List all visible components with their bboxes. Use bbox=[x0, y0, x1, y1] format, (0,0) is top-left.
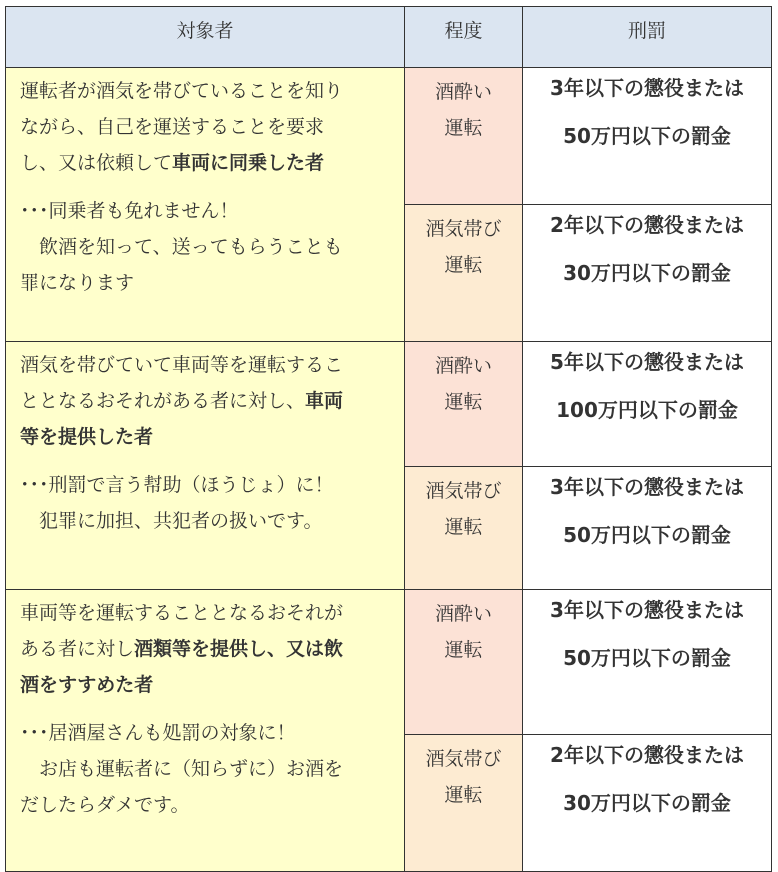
target-description: 運転者が酒気を帯びていることを知り ながら、自己を運送することを要求 し、又は依頼して車両に同乗した者 bbox=[20, 80, 344, 174]
table-row bbox=[6, 68, 772, 205]
target-note: ･･･居酒屋さんも処罰の対象に！ お店も運転者に（知らずに）お酒を だしたらダメです。 bbox=[20, 722, 344, 816]
emphasis-text: 車両に同乗した者 bbox=[172, 152, 325, 174]
emphasis-text: 酒類等を提供し、又は飲 bbox=[134, 638, 344, 660]
target-cell bbox=[6, 590, 405, 872]
penalty-cell: 3年以下の懲役または 50万円以下の罰金 bbox=[523, 590, 772, 735]
target-note: ･･･刑罰で言う幇助（ほうじょ）に！ 犯罪に加担、共犯者の扱いです。 bbox=[20, 474, 334, 532]
penalty-cell: 2年以下の懲役または 30万円以下の罰金 bbox=[523, 205, 772, 342]
penalty-cell: 2年以下の懲役または 30万円以下の罰金 bbox=[523, 735, 772, 872]
target-cell bbox=[6, 342, 405, 590]
target-description: 酒気を帯びていて車両等を運転するこ ととなるおそれがある者に対し、車両 等を提供した者 bbox=[20, 354, 344, 448]
target-description: 車両等を運転することとなるおそれが ある者に対し酒類等を提供し、又は飲 酒をすすめた者 bbox=[20, 602, 344, 696]
emphasis-text: 車両 bbox=[305, 390, 344, 412]
header-row bbox=[6, 7, 772, 68]
penalty-cell: 5年以下の懲役または 100万円以下の罰金 bbox=[523, 342, 772, 467]
degree-cell: 酒酔い 運転 bbox=[405, 342, 523, 467]
penalty-cell: 3年以下の懲役または 50万円以下の罰金 bbox=[523, 68, 772, 205]
degree-cell: 酒酔い 運転 bbox=[405, 590, 523, 735]
degree-cell: 酒気帯び 運転 bbox=[405, 205, 523, 342]
degree-cell: 酒気帯び 運転 bbox=[405, 467, 523, 590]
header-target: 対象者 bbox=[6, 7, 405, 68]
target-note: ･･･同乗者も免れません！ 飲酒を知って、送ってもらうことも 罪になります bbox=[20, 200, 343, 294]
target-cell bbox=[6, 68, 405, 342]
penalty-table bbox=[5, 6, 772, 872]
table-row bbox=[6, 590, 772, 735]
table-row bbox=[6, 342, 772, 467]
header-penalty: 刑罰 bbox=[523, 7, 772, 68]
degree-cell: 酒気帯び 運転 bbox=[405, 735, 523, 872]
emphasis-text: 等を提供した者 bbox=[20, 426, 154, 448]
penalty-cell: 3年以下の懲役または 50万円以下の罰金 bbox=[523, 467, 772, 590]
header-degree: 程度 bbox=[405, 7, 523, 68]
degree-cell: 酒酔い 運転 bbox=[405, 68, 523, 205]
emphasis-text: 酒をすすめた者 bbox=[20, 674, 154, 696]
